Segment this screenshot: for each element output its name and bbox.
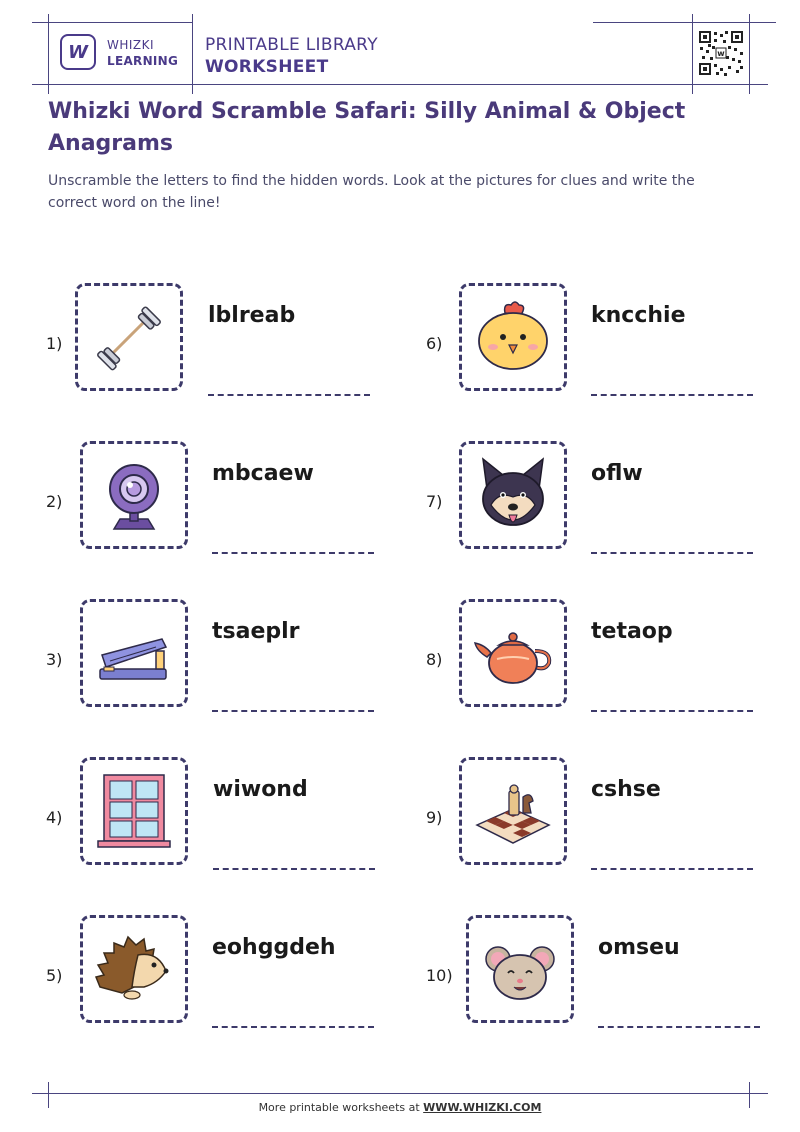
- window-icon: [92, 769, 176, 853]
- answer-line[interactable]: [598, 1026, 760, 1028]
- worksheet-instructions: Unscramble the letters to find the hidden words. Look at the pictures for clues and write the correct word on the line!: [48, 173, 695, 211]
- footer-link[interactable]: WWW.WHIZKI.COM: [423, 1101, 542, 1114]
- picture-frame: [466, 915, 574, 1023]
- answer-line[interactable]: [213, 868, 375, 870]
- header-vrule-1: [48, 14, 49, 94]
- picture-frame: [459, 757, 567, 865]
- answer-line[interactable]: [591, 552, 753, 554]
- picture-frame: [80, 441, 188, 549]
- picture-frame: [459, 599, 567, 707]
- item-number: 10): [426, 966, 453, 985]
- whizki-logo-icon: W: [60, 34, 96, 70]
- answer-line[interactable]: [212, 710, 374, 712]
- footer-label: More printable worksheets at: [258, 1101, 424, 1114]
- footer-rule: [32, 1093, 768, 1094]
- chess-icon: [471, 769, 555, 853]
- item-number: 2): [46, 492, 63, 511]
- teapot-icon: [471, 611, 555, 695]
- hedgehog-icon: [92, 927, 176, 1011]
- footer-text: [0, 1101, 800, 1114]
- svg-text:w: w: [717, 49, 725, 58]
- answer-line[interactable]: [591, 394, 753, 396]
- answer-line[interactable]: [208, 394, 370, 396]
- scrambled-word: kncchie: [591, 303, 686, 328]
- logo-text-learning: LEARNING: [107, 54, 179, 68]
- item-number: 6): [426, 334, 443, 353]
- picture-frame: [75, 283, 183, 391]
- scrambled-word: oflw: [591, 461, 643, 486]
- header-vrule-4: [749, 14, 750, 94]
- header-rule-left: [32, 22, 192, 23]
- item-number: 5): [46, 966, 63, 985]
- scrambled-word: tsaeplr: [212, 619, 300, 644]
- qr-code-icon: [698, 30, 744, 76]
- answer-line[interactable]: [591, 710, 753, 712]
- worksheet-label: WORKSHEET: [205, 57, 329, 77]
- item-number: 7): [426, 492, 443, 511]
- scrambled-word: lblreab: [208, 303, 296, 328]
- item-number: 3): [46, 650, 63, 669]
- picture-frame: [80, 757, 188, 865]
- header-rule-bottom: [32, 84, 768, 85]
- answer-line[interactable]: [212, 552, 374, 554]
- logo-text-whizki: WHIZKI: [107, 38, 155, 52]
- answer-line[interactable]: [591, 868, 753, 870]
- scrambled-word: tetaop: [591, 619, 673, 644]
- stapler-icon: [92, 611, 176, 695]
- mouse-icon: [478, 927, 562, 1011]
- item-number: 1): [46, 334, 63, 353]
- scrambled-word: cshse: [591, 777, 661, 802]
- scrambled-word: eohggdeh: [212, 935, 336, 960]
- answer-line[interactable]: [212, 1026, 374, 1028]
- picture-frame: [80, 915, 188, 1023]
- picture-frame: [80, 599, 188, 707]
- item-number: 8): [426, 650, 443, 669]
- webcam-icon: [92, 453, 176, 537]
- picture-frame: [459, 283, 567, 391]
- scrambled-word: omseu: [598, 935, 680, 960]
- barbell-icon: [87, 295, 171, 379]
- wolf-icon: [471, 453, 555, 537]
- scrambled-word: mbcaew: [212, 461, 314, 486]
- printable-library-label: PRINTABLE LIBRARY: [205, 35, 378, 55]
- header-vrule-3: [692, 14, 693, 94]
- picture-frame: [459, 441, 567, 549]
- item-number: 4): [46, 808, 63, 827]
- scrambled-word: wiwond: [213, 777, 308, 802]
- chicken-icon: [471, 295, 555, 379]
- header-vrule-2: [192, 14, 193, 94]
- worksheet-title: Whizki Word Scramble Safari: Silly Animal & Object Anagrams: [48, 99, 686, 156]
- item-number: 9): [426, 808, 443, 827]
